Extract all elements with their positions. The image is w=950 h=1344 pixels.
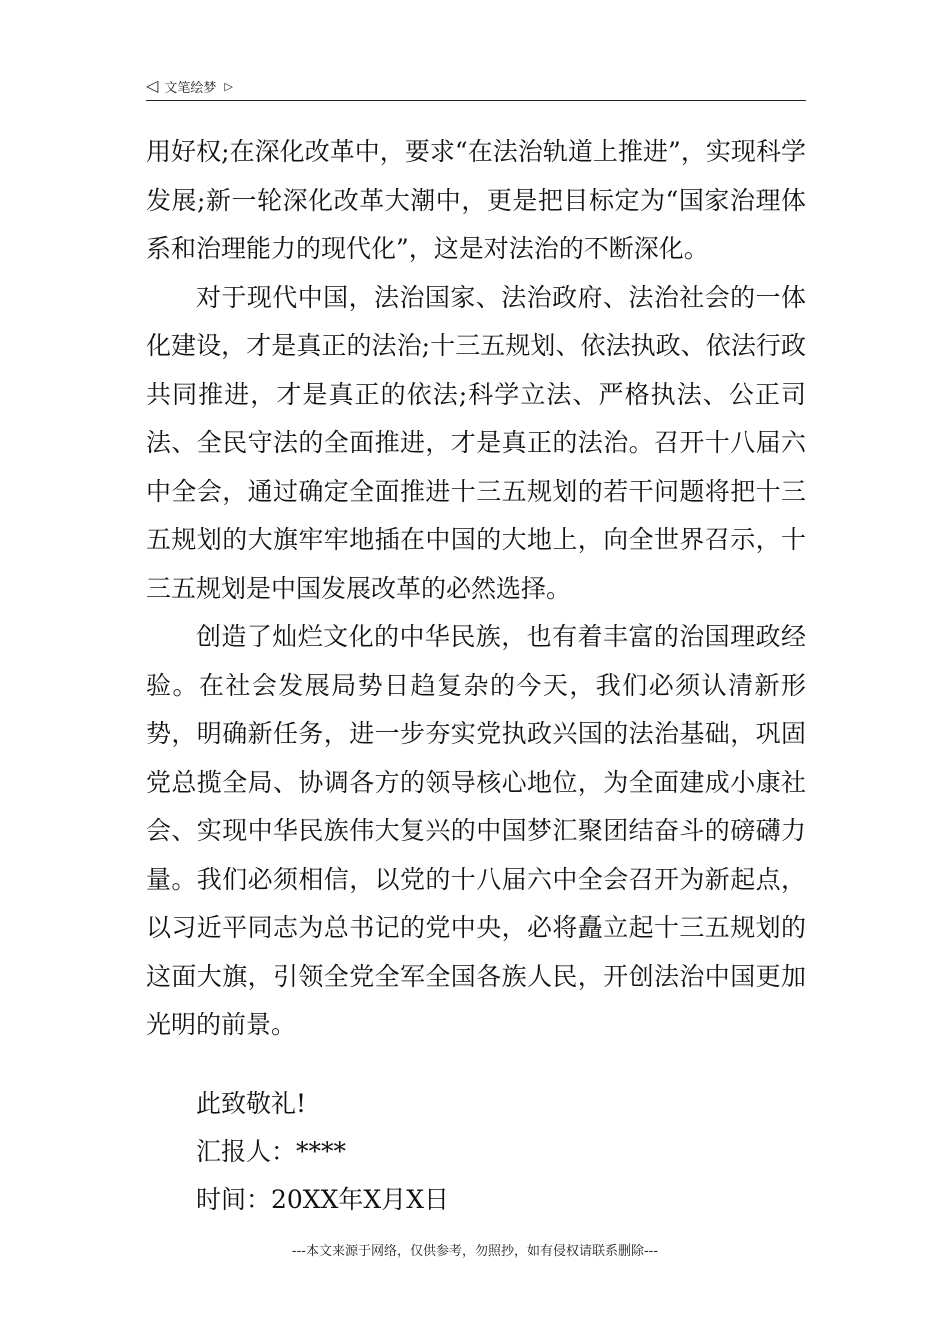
triangle-right-icon: ▷ — [224, 79, 233, 93]
salutation: 此致敬礼! — [196, 1089, 307, 1118]
header-brand: 文笔绘梦 — [164, 80, 217, 96]
paragraph-1: 用好权;在深化改革中，要求“在法治轨道上推进”，实现科学发展;新一轮深化改革大潮中，更是把目标定为“国家治理体系和治理能力的现代化”，这是对法治的不断深化。 — [146, 137, 806, 263]
paragraph-3: 创造了灿烂文化的中华民族，也有着丰富的治国理政经验。在社会发展局势日趋复杂的今天，我们必须认清新形势，明确新任务，进一步夯实党执政兴国的法治基础，巩固党总揽全局、协调各方的领导核心地位，为全面建成小康社会、实现中华民族伟大复兴的中国梦汇聚团结奋斗的磅礴力量。我们必须相信，以党的十八届六中全会召开为新起点，以习近平同志为总书记的党中央，必将矗立起十三五规划的这面大旗，引领全党全军全国各族人民，开创法治中国更加光明的前景。 — [146, 622, 806, 1039]
footer-notice: ---本文来源于网络，仅供参考，勿照抄，如有侵权请联系删除--- — [291, 1244, 659, 1259]
triangle-left-icon: ◁ — [146, 76, 159, 95]
date-line: 时间：20XX年X月X日 — [196, 1185, 450, 1214]
paragraph-2: 对于现代中国，法治国家、法治政府、法治社会的一体化建设，才是真正的法治;十三五规划、依法执政、依法行政共同推进，才是真正的依法;科学立法、严格执法、公正司法、全民守法的全面推进，才是真正的法治。召开十八届六中全会，通过确定全面推进十三五规划的若干问题将把十三五规划的大旗牢牢地插在中国的大地上，向全世界召示，十三五规划是中国发展改革的必然选择。 — [146, 282, 806, 603]
closing-block — [196, 1080, 449, 1224]
reporter-line: 汇报人：**** — [196, 1137, 347, 1166]
document-body — [146, 128, 806, 1050]
page-header — [146, 72, 806, 101]
